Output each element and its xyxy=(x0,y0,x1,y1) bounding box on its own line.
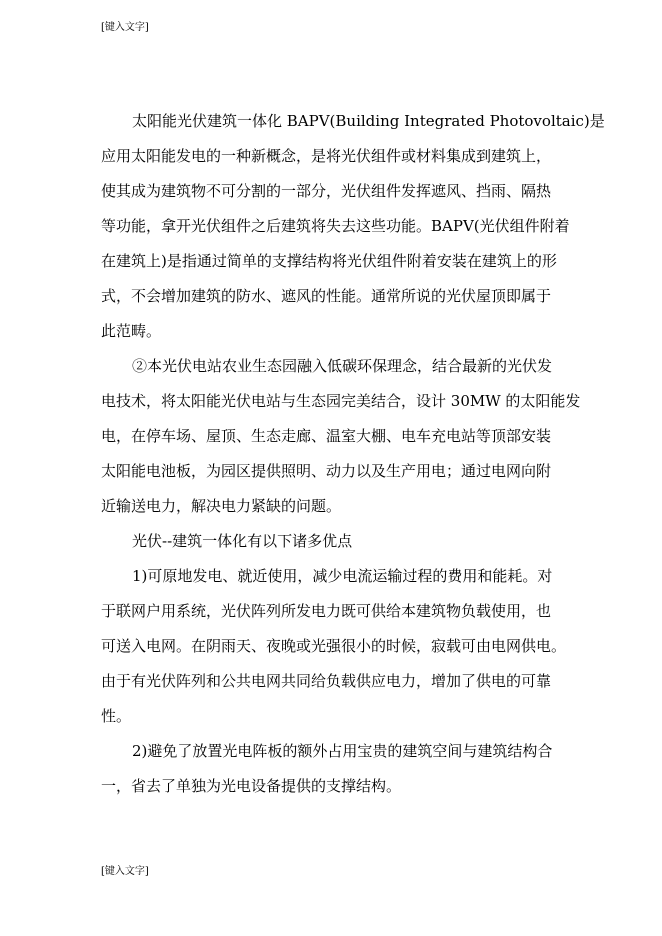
paragraph-line: ②本光伏电站农业生态园融入低碳环保理念，结合最新的光伏发 xyxy=(132,357,553,375)
paragraph-line: 近输送电力，解决电力紧缺的问题。 xyxy=(101,497,342,515)
paragraph-line: 于联网户用系统，光伏阵列所发电力既可供给本建筑物负载使用，也 xyxy=(101,602,552,620)
paragraph-line: 电技术，将太阳能光伏电站与生态园完美结合，设计 30MW 的太阳能发 xyxy=(101,392,581,410)
paragraph-line: 2)避免了放置光电阵板的额外占用宝贵的建筑空间与建筑结构合 xyxy=(132,742,553,760)
paragraph-line: 电，在停车场、屋顶、生态走廊、温室大棚、电车充电站等顶部安装 xyxy=(101,427,552,445)
paragraph-line: 一，省去了单独为光电设备提供的支撑结构。 xyxy=(101,777,402,795)
paragraph-line: 此范畴。 xyxy=(101,322,162,340)
paragraph-line: 使其成为建筑物不可分割的一部分，光伏组件发挥遮风、挡雨、隔热 xyxy=(101,182,552,200)
paragraph-line: 性。 xyxy=(101,707,132,725)
paragraph-line: 太阳能光伏建筑一体化 BAPV(Building Integrated Photovoltaic)是 xyxy=(132,112,605,130)
page-footer: [键入文字] xyxy=(101,866,149,877)
paragraph-line: 应用太阳能发电的一种新概念，是将光伏组件或材料集成到建筑上， xyxy=(101,147,552,165)
paragraph-line: 太阳能电池板，为园区提供照明、动力以及生产用电；通过电网向附 xyxy=(101,462,552,480)
paragraph-line: 式，不会增加建筑的防水、遮风的性能。通常所说的光伏屋顶即属于 xyxy=(101,287,552,305)
paragraph-line: 可送入电网。在阴雨天、夜晚或光强很小的时候，寂载可由电网供电。 xyxy=(101,637,567,655)
paragraph-line: 由于有光伏阵列和公共电网共同给负载供应电力，增加了供电的可靠 xyxy=(101,672,552,690)
page-header: [键入文字] xyxy=(101,22,149,33)
paragraph-line: 等功能，拿开光伏组件之后建筑将失去这些功能。BAPV(光伏组件附着 xyxy=(101,217,570,235)
paragraph-line: 光伏--建筑一体化有以下诸多优点 xyxy=(132,532,353,550)
paragraph-line: 1)可原地发电、就近使用，减少电流运输过程的费用和能耗。对 xyxy=(132,567,553,585)
paragraph-line: 在建筑上)是指通过简单的支撑结构将光伏组件附着安装在建筑上的形 xyxy=(101,252,557,270)
